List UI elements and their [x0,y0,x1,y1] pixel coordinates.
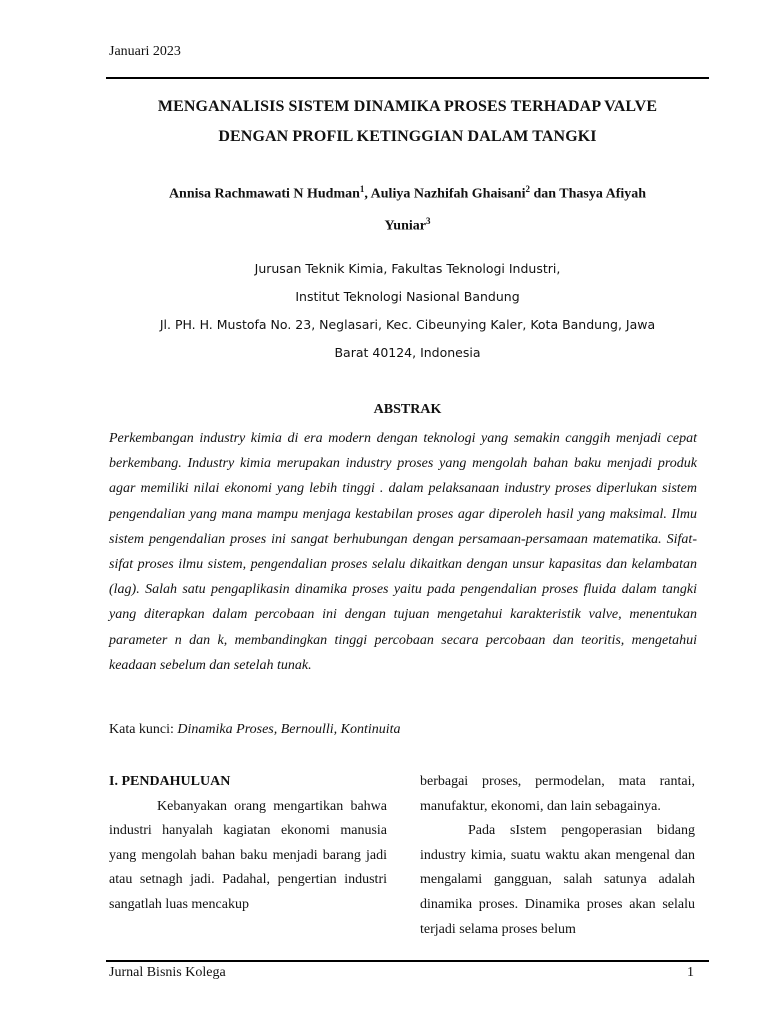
author-2-affil: 2 [525,184,530,194]
header-rule [106,77,709,79]
keywords [109,722,401,738]
section-heading: I. PENDAHULUAN [109,774,231,789]
affiliation-line-3: Jl. PH. H. Mustofa No. 23, Neglasari, Kec. Cibeunying Kaler, Kota Bandung, Jawa [159,317,656,332]
affiliation-line-4: Barat 40124, Indonesia [334,345,481,360]
abstract-heading: ABSTRAK [373,402,442,417]
abstract-text: Perkembangan industry kimia di era modern dengan teknologi yang semakin canggih menjadi cepat berkembang. Industry kimia merupakan industry proses yang mengolah bahan baku menjadi produk agar memiliki nilai ekonomi yang lebih tinggi . dalam pelaksanaan industry proses diperlukan sistem pengendalian yang mana mampu menjaga kestabilan proses agar diperoleh hasil yang maksimal. Ilmu sistem pengendalian proses ini sangat berhubungan dengan persamaan-persamaan matematika. Sifat-sifat proses ilmu sistem, pengendalian proses selalu dikaitkan dengan unsur kapasitas dan kelambatan (lag). Salah satu pengaplikasin dinamika proses yaitu pada pengendalian proses fluida dalam tangki yang diterapkan dalam percobaan ini dengan tujuan mengetahui karakteristik valve, menentukan parameter n dan k, membandingkan tinggi percobaan secara percobaan dan teoritis, mengetahui keadaan sebelum dan setelah tunak. [109,431,697,673]
keywords-label: Kata kunci: [109,722,178,737]
column-left [109,770,387,918]
author-2: Auliya Nazhifah Ghaisani [370,186,526,202]
keywords-values: Dinamika Proses, Bernoulli, Kontinuita [177,722,401,737]
intro-paragraph-2: Pada sIstem pengoperasian bidang industry kimia, suatu waktu akan mengenal dan mengalami gangguan, salah satunya adalah dinamika proses. Dinamika proses akan selalu terjadi selama proses belum [420,823,695,937]
intro-paragraph-1-cont: berbagai proses, permodelan, mata rantai, manufaktur, ekonomi, dan lain sebagainya. [420,774,695,814]
column-right [420,770,695,942]
title-line-1: MENGANALISIS SISTEM DINAMIKA PROSES TERHADAP VALVE [157,98,658,115]
author-3-affil: 3 [426,215,431,226]
footer-rule [106,960,709,962]
header-date: Januari 2023 [109,44,181,59]
footer-page-number: 1 [687,965,694,980]
author-separator-2: dan Thasya Afiyah [529,186,647,202]
intro-paragraph-1: Kebanyakan orang mengartikan bahwa industri hanyalah kagiatan ekonomi manusia yang mengolah bahan baku menjadi barang jadi atau setnagh jadi. Padahal, pengertian industri sangatlah luas mencakup [109,798,387,912]
affiliation-line-1: Jurusan Teknik Kimia, Fakultas Teknologi Industri, [254,261,561,276]
paper-title [106,92,709,152]
author-3: Yuniar [384,218,426,234]
author-1-affil: 1 [359,184,365,194]
author-list [126,176,689,239]
title-line-2: DENGAN PROFIL KETINGGIAN DALAM TANGKI [218,128,597,145]
footer-journal: Jurnal Bisnis Kolega [109,965,226,980]
affiliation [106,255,709,367]
affiliation-line-2: Institut Teknologi Nasional Bandung [295,289,520,304]
author-1: Annisa Rachmawati N Hudman [168,186,360,202]
author-separator-1: , [364,186,371,202]
